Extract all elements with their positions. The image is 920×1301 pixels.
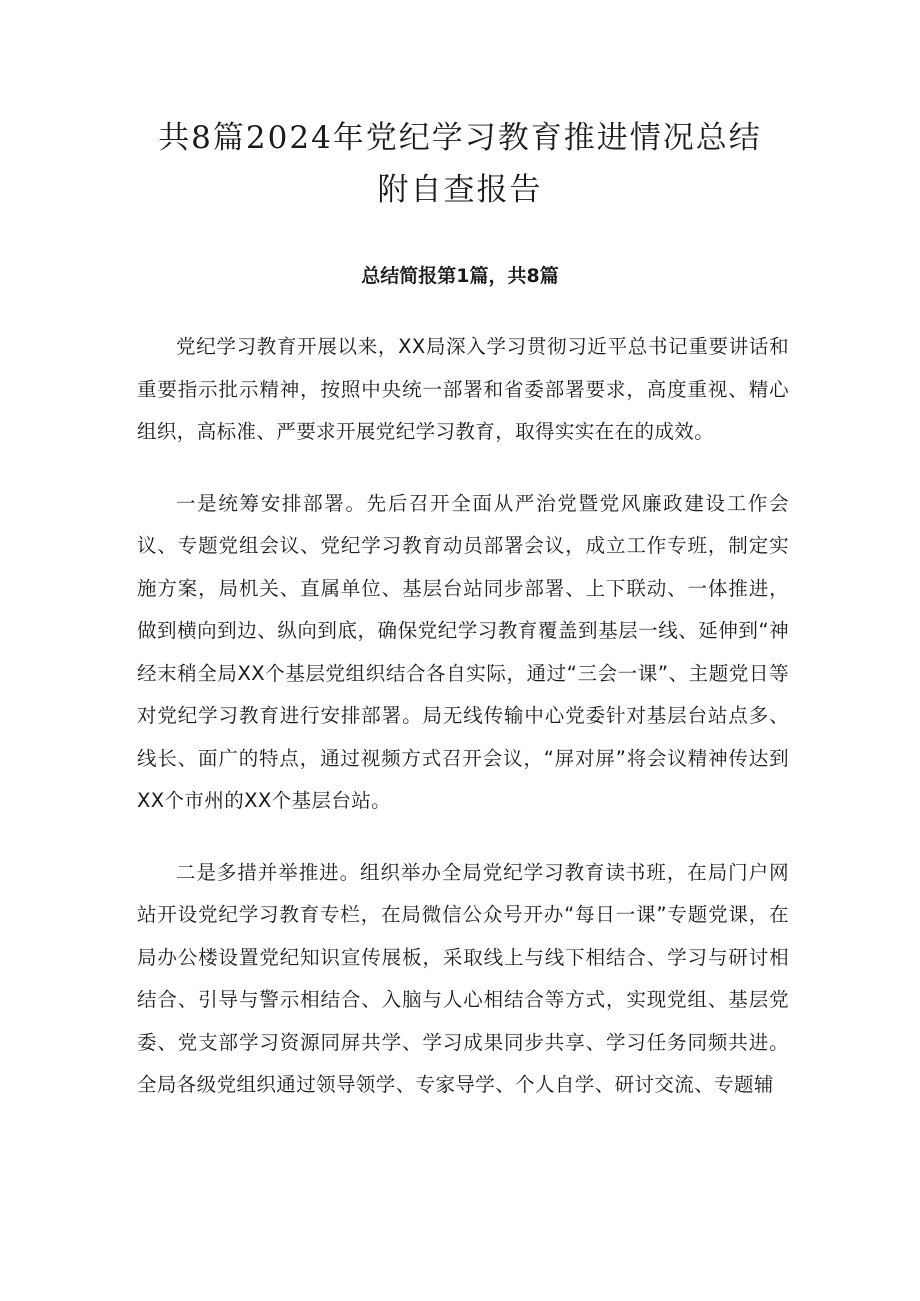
paragraph-intro: 党纪学习教育开展以来，XX局深入学习贯彻习近平总书记重要讲话和重要指示批示精神，按照中央统一部署和省委部署要求，高度重视、精心组织，高标准、严要求开展党纪学习教育，取得实实在在的成效。 [137, 335, 789, 443]
title-line-1: 共8篇2024年党纪学习教育推进情况总结 [158, 120, 762, 156]
section-subtitle: 总结简报第1篇，共8篇 [361, 265, 559, 287]
paragraph-point-1: 一是统筹安排部署。先后召开全面从严治党暨党风廉政建设工作会议、专题党组会议、党纪学习教育动员部署会议，成立工作专班，制定实施方案，局机关、直属单位、基层台站同步部署、上下联动、一体推进，做到横向到边、纵向到底，确保党纪学习教育覆盖到基层一线、延伸到“神经末稍全局XX个基层党组织结合各自实际，通过“三会一课”、主题党日等对党纪学习教育进行安排部署。局无线传输中心党委针对基层台站点多、线长、面广的特点，通过视频方式召开会议，“屏对屏”将会议精神传达到XX个市州的XX个基层台站。 [137, 491, 789, 812]
document-title [0, 112, 920, 216]
title-line-2: 附自查报告 [377, 172, 543, 208]
document-body [137, 326, 789, 1136]
paragraph-point-2: 二是多措并举推进。组织举办全局党纪学习教育读书班，在局门户网站开设党纪学习教育专栏，在局微信公众号开办“每日一课”专题党课，在局办公楼设置党纪知识宣传展板，采取线上与线下相结合、学习与研讨相结合、引导与警示相结合、入脑与人心相结合等方式，实现党组、基层党委、党支部学习资源同屏共学、学习成果同步共享、学习任务同频共进。全局各级党组织通过领导领学、专家导学、个人自学、研讨交流、专题辅 [137, 860, 789, 1096]
